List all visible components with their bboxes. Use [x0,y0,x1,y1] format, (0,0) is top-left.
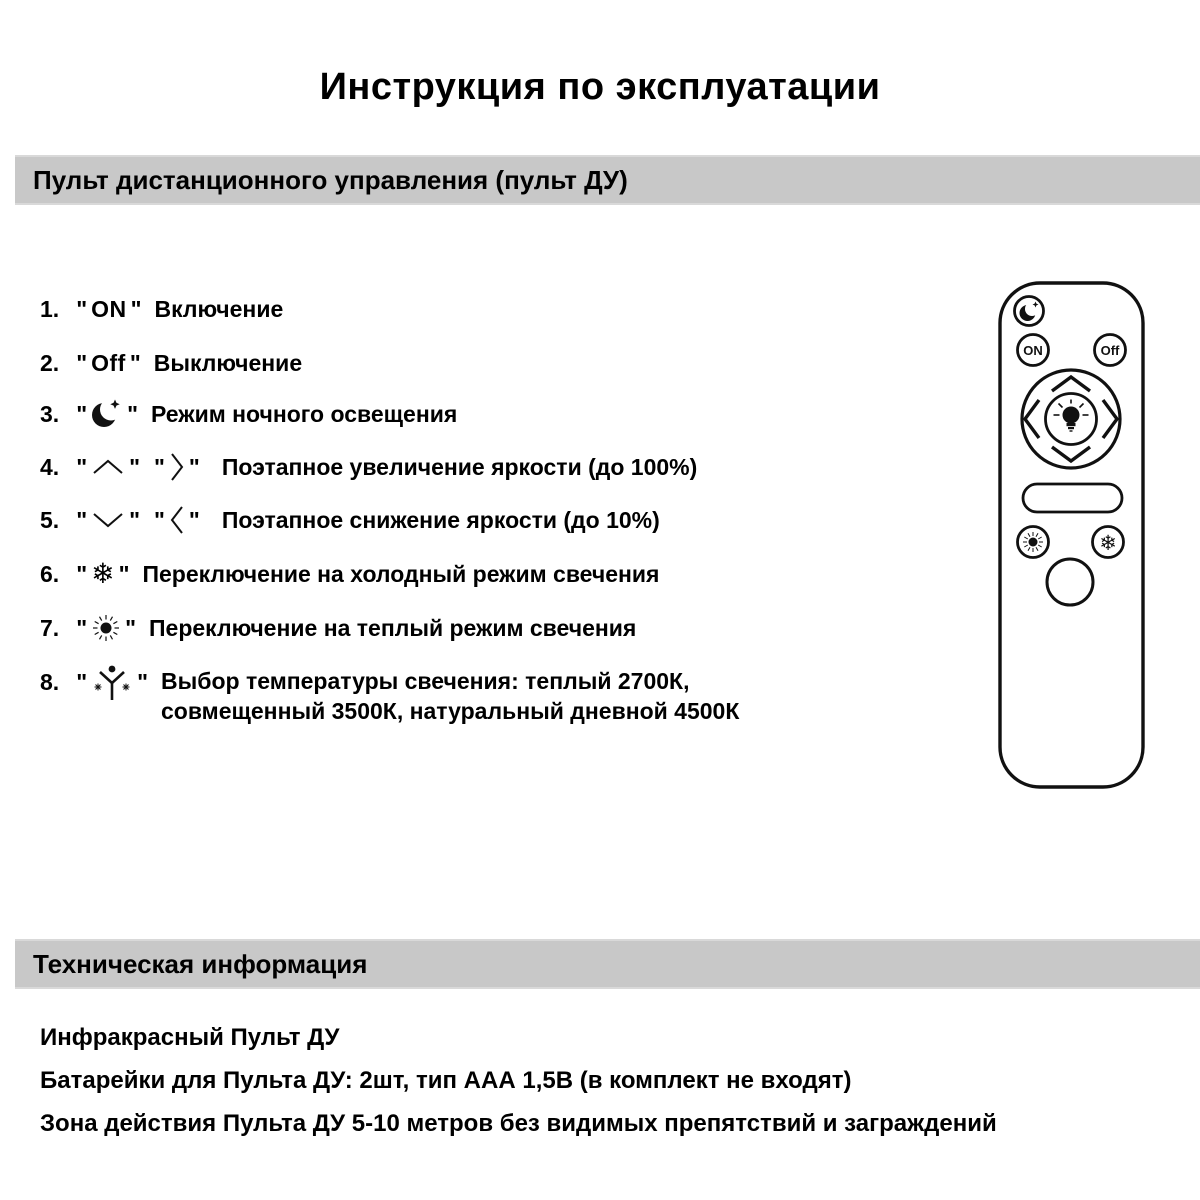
item-text: Переключение на холодный режим свечения [142,560,660,587]
tech-section-header: Техническая информация [33,949,368,979]
list-item-warm-mode [40,611,636,645]
nav-pad [1022,370,1120,468]
list-item-cold-mode [40,557,659,591]
quote-mark: " [76,295,88,322]
bottom-round-button [1047,559,1093,605]
sun-icon [91,613,121,643]
night-mode-button [1015,297,1044,326]
list-item-off [40,346,302,380]
quote-mark: " [129,349,141,376]
chevron-right-icon [169,451,185,483]
quote-mark: " [127,400,138,427]
page-title: Инструкция по эксплуатации [319,66,881,108]
item-text: Включение [154,295,284,322]
item-text: Поэтапное увеличение яркости (до 100%) [221,453,698,480]
warm-mode-button [1018,527,1049,558]
quote-mark: " [76,453,88,480]
tech-line-batteries: Батарейки для Пульта ДУ: 2шт, тип ААА 1,5В (в комплект не входят) [40,1067,852,1094]
item-number: 3. [40,400,60,427]
item-number: 7. [40,614,60,641]
on-button [1018,335,1049,366]
tech-line-remote-type: Инфракрасный Пульт ДУ [40,1024,340,1051]
list-item-on [40,292,283,326]
item-text-line2: совмещенный 3500К, натуральный дневной 4500К [161,698,740,724]
tech-line-range: Зона действия Пульта ДУ 5-10 метров без видимых препятствий и заграждений [40,1110,997,1137]
quote-mark: " [76,349,88,376]
remote-section-header: Пульт дистанционного управления (пульт ДУ) [33,165,628,195]
item-text-line1: Выбор температуры свечения: теплый 2700К, [161,668,690,694]
item-text: Выключение [153,349,303,376]
tech-section-header-bar [15,939,1200,989]
quote-mark: " [137,669,148,695]
chevron-left-icon [169,504,185,536]
quote-mark: " [154,453,165,480]
item-text: Поэтапное снижение яркости (до 10%) [221,506,660,533]
snowflake-icon: ❄ [91,557,115,590]
quote-mark: " [76,614,88,641]
moon-icon [91,398,123,430]
quote-mark: " [125,614,136,641]
item-number: 2. [40,349,60,376]
off-key-label: Off [91,349,126,376]
item-number: 8. [40,669,60,695]
color-temp-icon [91,664,133,702]
item-number: 4. [40,453,60,480]
quote-mark: " [118,560,130,587]
quote-mark: " [76,560,88,587]
quote-mark: " [188,453,200,480]
snowflake-icon: ❄ [1099,531,1117,555]
quote-mark: " [129,453,140,480]
list-item-color-temp [40,666,739,726]
remote-section-header-bar [15,155,1200,205]
pill-button [1023,484,1122,512]
quote-mark: " [129,506,140,533]
on-key-label: ON [91,295,127,322]
quote-mark: " [154,506,165,533]
quote-mark: " [76,400,88,427]
list-item-night-mode [40,397,457,431]
quote-mark: " [130,295,142,322]
on-button-label: ON [1023,343,1043,358]
chevron-down-icon [91,511,125,529]
item-text: Режим ночного освещения [151,400,458,427]
item-text [161,666,739,726]
item-number: 5. [40,506,60,533]
quote-mark: " [188,506,200,533]
list-item-brightness-down [40,503,660,537]
chevron-up-icon [91,458,125,476]
remote-control-diagram [988,274,1152,796]
item-number: 6. [40,560,60,587]
item-text: Переключение на теплый режим свечения [149,614,637,641]
quote-mark: " [76,669,88,695]
cold-mode-button [1093,527,1124,558]
quote-mark: " [76,506,88,533]
off-button-label: Off [1100,343,1120,358]
item-number: 1. [40,295,60,322]
off-button [1095,335,1126,366]
list-item-brightness-up [40,450,697,484]
